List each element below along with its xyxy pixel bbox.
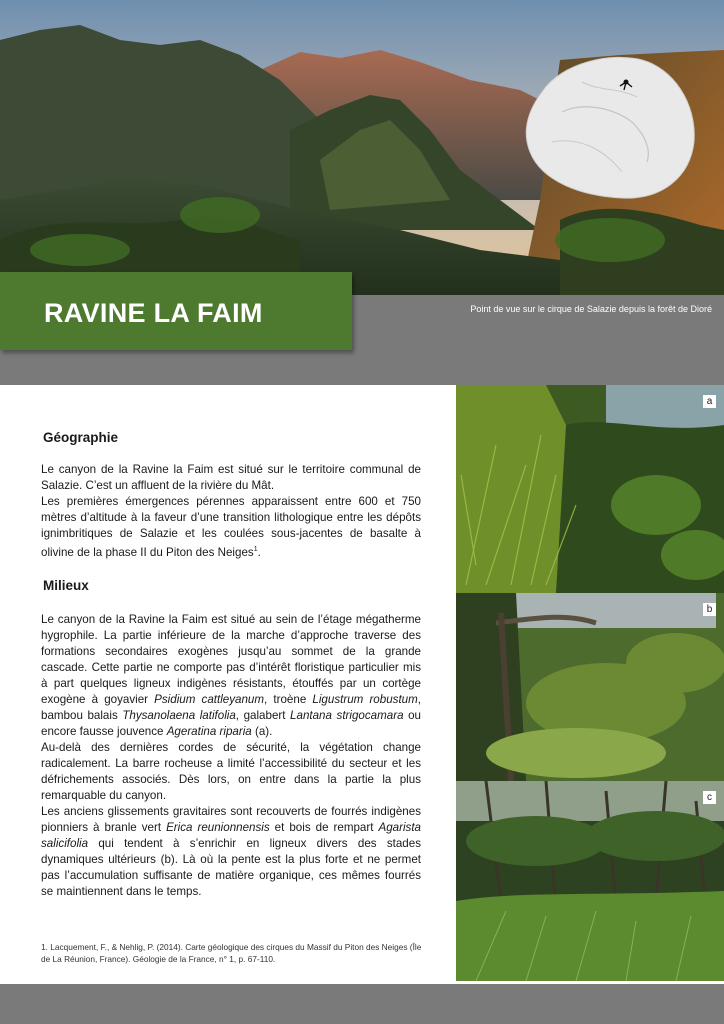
milieux-text: Le canyon de la Ravine la Faim est situé au sein de l’étage mégatherme hygrophile. La partie inférieure de la marche d’approche traverse des formations secondaires exogènes jusqu’au sommet de la grande cascade. Cette partie ne comporte pas d’intérêt floristique particulier mis à part quelques ligneux indigènes résistants, étouffés par un cortège exogène à goyavier (41, 613, 421, 706)
species-name: Ageratina riparia (166, 725, 252, 738)
photo-b (456, 593, 724, 781)
photo-label-c: c (703, 791, 716, 804)
title-box (0, 272, 352, 350)
photo-a (456, 385, 724, 593)
milieux-text: et bois de rempart (269, 821, 379, 834)
milieux-text: Les anciens glissements gravitaires sont recouverts de fourrés indigènes pionniers à branle vert (41, 805, 421, 834)
milieux-text: ou encore fausse jouvence (41, 709, 421, 738)
species-name: Agarista salicifolia (41, 821, 421, 850)
photo-c (456, 781, 724, 981)
milieux-text: , galabert (235, 709, 291, 722)
footnote-ref: 1 (253, 546, 258, 553)
photo-label-a: a (703, 395, 716, 408)
species-name: Ligustrum robustum (312, 693, 418, 706)
geography-text-1: Le canyon de la Ravine la Faim est situé sur le territoire communal de Salazie. C’est un affluent de la rivière du Mât. (41, 463, 421, 492)
milieux-text: qui tendent à s’enrichir en ligneux divers des stades dynamiques ultérieurs (b). Là où la pente est la plus forte et ne permet pas l’accumulation suffisante de matière organique, ces mêmes fourrés se maintiennent dans le temps. (41, 837, 421, 898)
hero-caption: Point de vue sur le cirque de Salazie depuis la forêt de Dioré (470, 304, 712, 314)
species-name: Lantana strigocamara (290, 709, 404, 722)
milieux-text: , bambou balais (41, 693, 422, 722)
photo-label-b: b (703, 603, 716, 616)
species-name: Psidium cattleyanum (154, 693, 265, 706)
geography-paragraph-1: Le canyon de la Ravine la Faim est situé sur le territoire communal de Salazie. C’est un affluent de la rivière du Mât. Les premières émergences pérennes apparaissent entre 600 et 750 mètres d’altitude à la faveur d’une transition lithologique entre les dépôts ignimbritiques de Salazie et les coulées sous-jacentes de basalte à olivine de la phase II du Piton des Neiges$^1$. (41, 463, 421, 559)
milieux-text: , troène (264, 693, 313, 706)
island-map-inset (522, 52, 702, 207)
milieux-heading: Milieux (43, 578, 89, 593)
species-name: Erica reunionnensis (166, 821, 270, 834)
milieux-text: Au-delà des dernières cordes de sécurité, la végétation change radicalement. La barre rocheuse a limité l’accessibilité du secteur et les défrichements associés. Dès lors, on entre dans la partie la plus remarquable du canyon. (41, 741, 421, 802)
milieux-text: (a). (251, 725, 273, 738)
geography-text-2: Les premières émergences pérennes apparaissent entre 600 et 750 mètres d’altitude à la faveur d’une transition lithologique entre les dépôts ignimbritiques de Salazie et les coulées sous-jacentes de basalte à olivine de la phase II du Piton des Neiges (41, 495, 421, 559)
page-title: RAVINE LA FAIM (44, 298, 263, 328)
milieux-paragraph (41, 612, 421, 900)
species-name: Thysanolaena latifolia (122, 709, 236, 722)
footnote: 1. Lacquement, F., & Nehlig, P. (2014). Carte géologique des cirques du Massif du Piton des Neiges (Île de La Réunion, France). Géologie de la France, n° 1, p. 67-110. (41, 942, 422, 964)
geography-heading: Géographie (43, 430, 119, 445)
footer-gray-bar (0, 984, 724, 1024)
